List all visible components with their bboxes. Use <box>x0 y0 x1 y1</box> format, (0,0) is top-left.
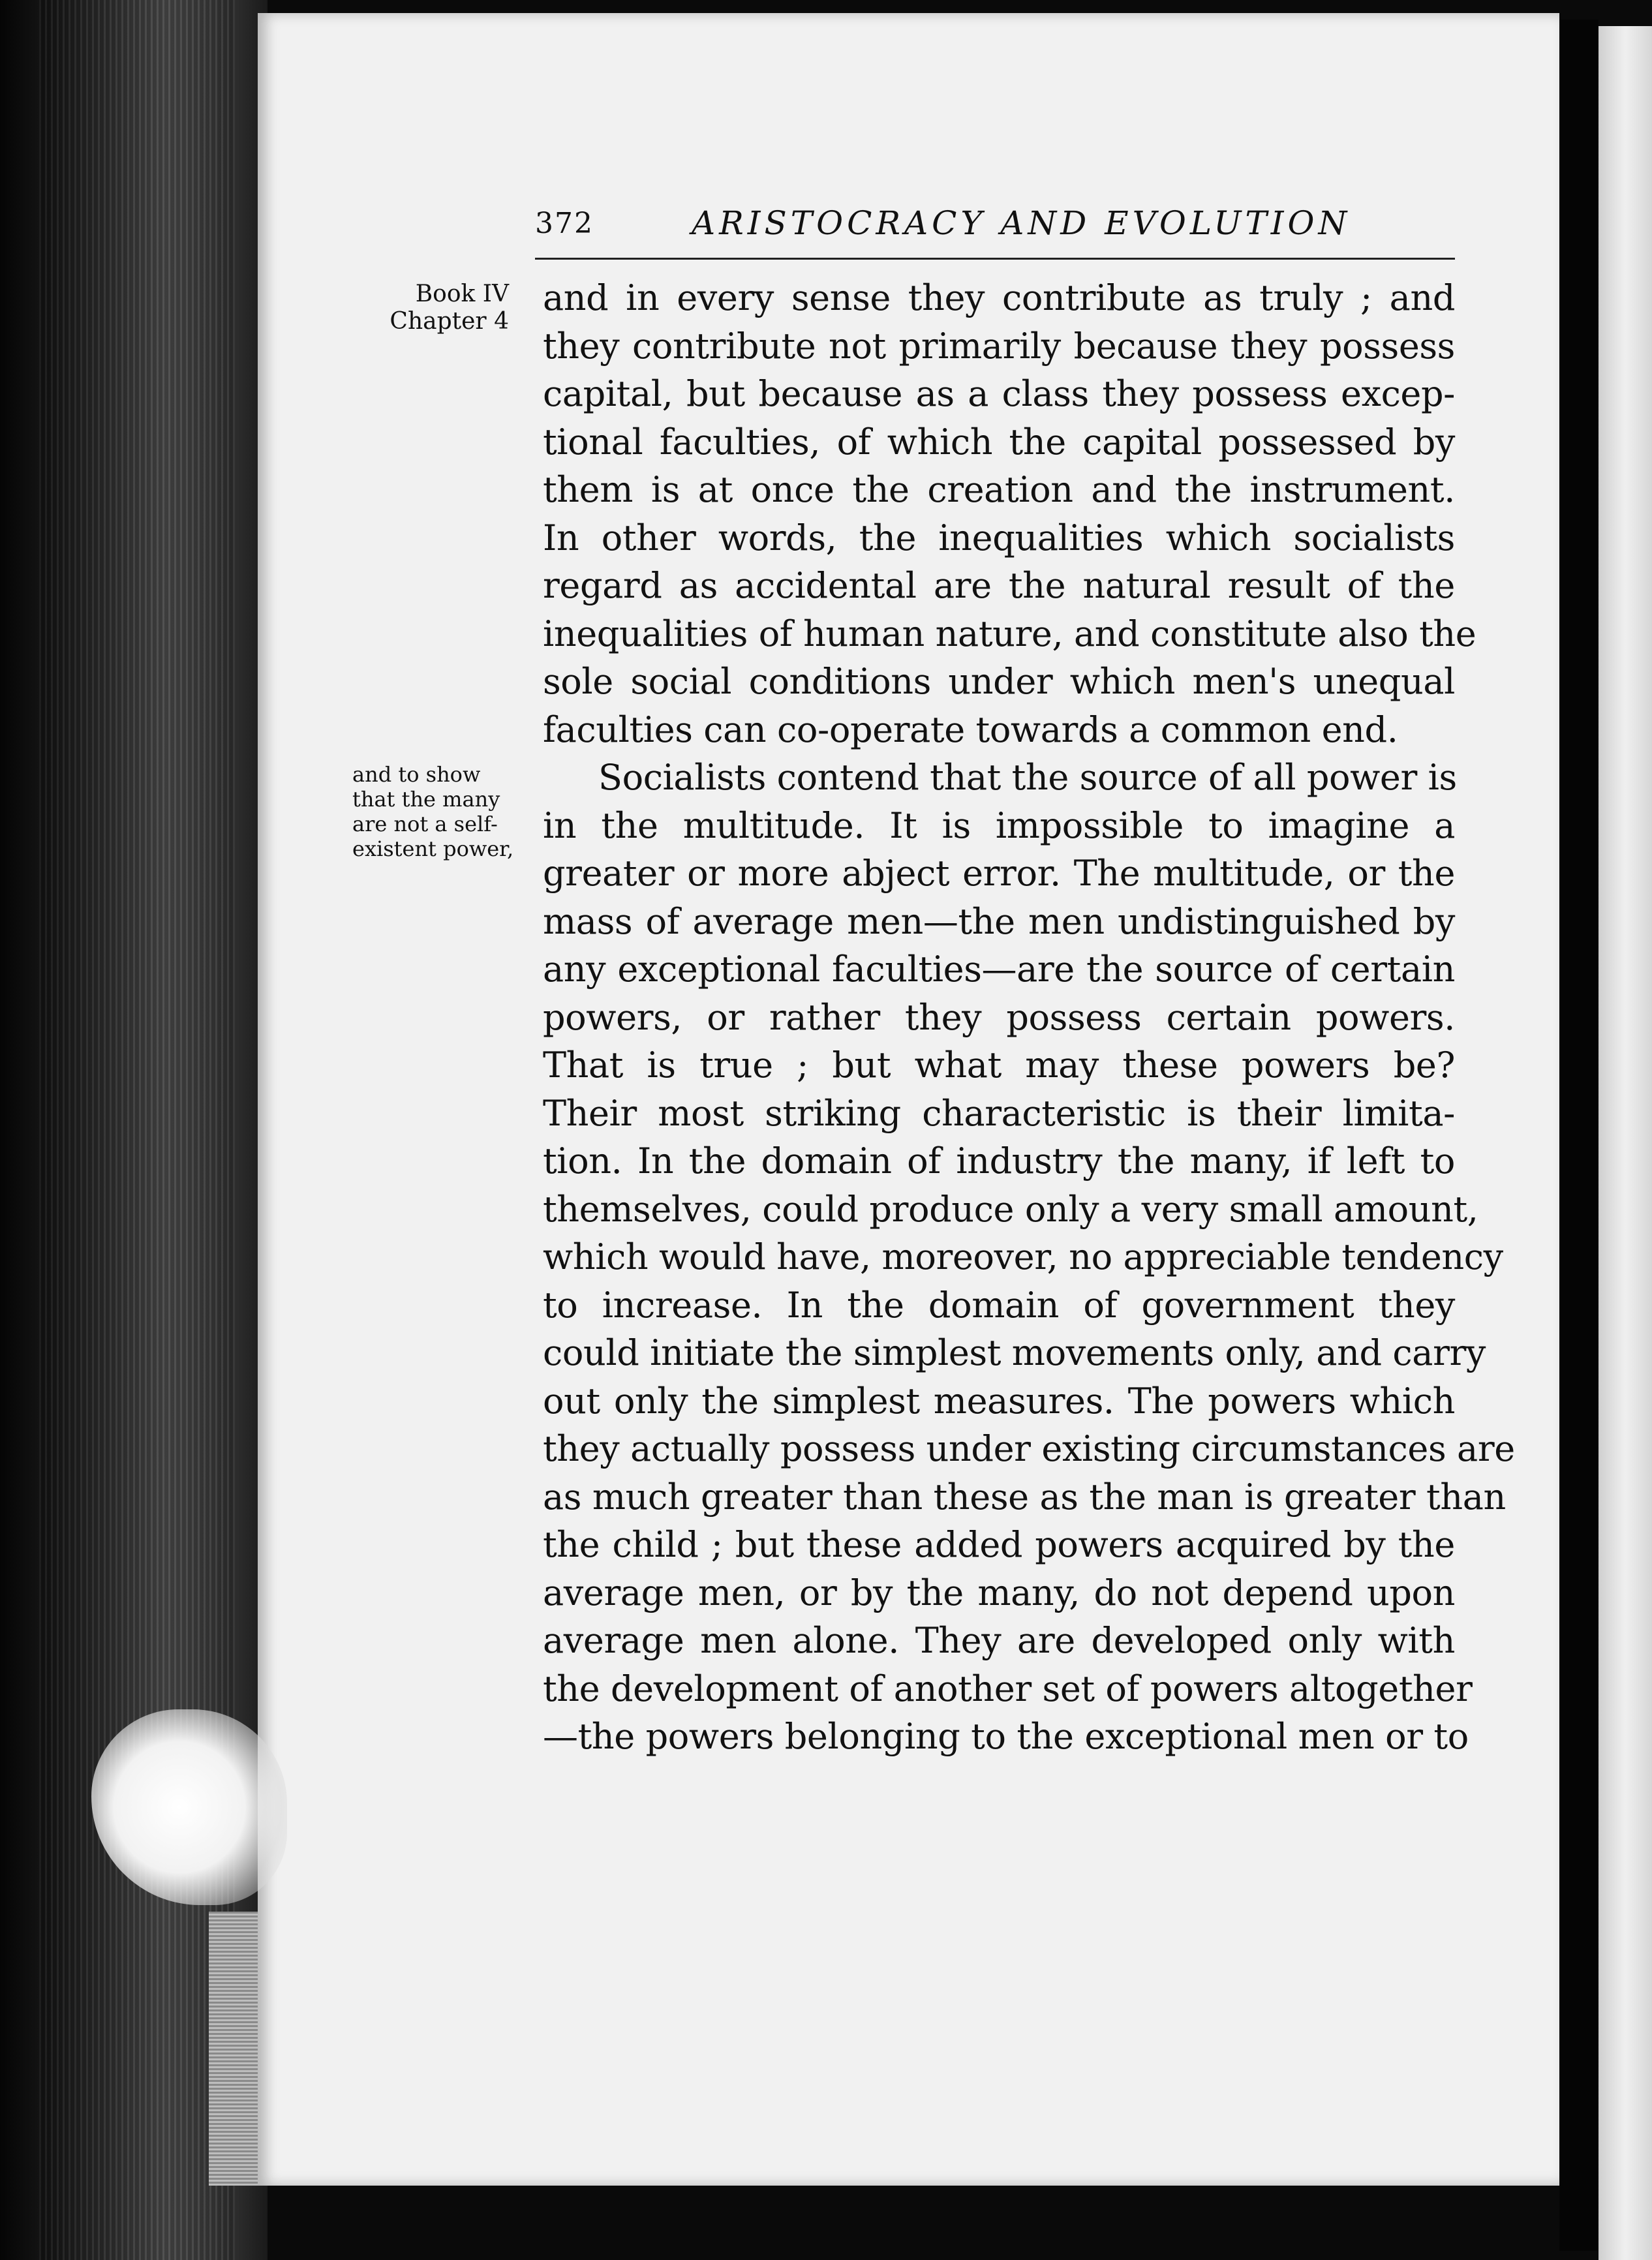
text-line: tional faculties, of which the capital possessed by <box>543 421 1455 463</box>
text-line: the child ; but these added powers acquired by the <box>543 1524 1455 1565</box>
text-line: the development of another set of powers altogether <box>543 1668 1473 1709</box>
margin-gloss <box>352 762 522 861</box>
margin-gloss-line: and to show <box>352 762 481 787</box>
margin-gloss-line: are not a self- <box>352 812 498 836</box>
text-line: tion. In the domain of industry the many, if left to <box>543 1140 1455 1182</box>
header-rule <box>535 258 1455 260</box>
text-line: could initiate the simplest movements only, and carry <box>543 1332 1486 1373</box>
text-line: mass of average men—the men undistinguished by <box>543 900 1455 942</box>
text-line: In other words, the inequalities which socialists <box>543 517 1455 558</box>
page-gutter-shadow <box>1559 20 1598 2251</box>
body-text <box>543 274 1515 1761</box>
next-page-edge <box>1598 26 1652 2260</box>
text-line: regard as accidental are the natural result of the <box>543 565 1455 606</box>
page-number: 372 <box>535 207 594 240</box>
text-line: to increase. In the domain of government they <box>543 1284 1455 1326</box>
text-line: That is true ; but what may these powers be? <box>543 1045 1455 1086</box>
text-line: as much greater than these as the man is greater than <box>543 1476 1506 1518</box>
margin-book: Book IV <box>415 281 509 307</box>
margin-book-chapter <box>352 281 509 335</box>
text-line: Socialists contend that the source of all power is <box>598 757 1457 798</box>
text-line: average men, or by the many, do not depend upon <box>543 1572 1455 1613</box>
text-line: and in every sense they contribute as truly ; and <box>543 277 1455 318</box>
text-line: inequalities of human nature, and constitute also the <box>543 613 1476 654</box>
spine-texture <box>39 0 235 2260</box>
margin-gloss-line: that the many <box>352 787 500 812</box>
text-line: them is at once the creation and the instrument. <box>543 469 1455 510</box>
margin-gloss-line: existent power, <box>352 836 514 861</box>
running-title: ARISTOCRACY AND EVOLUTION <box>692 204 1351 242</box>
text-line: sole social conditions under which men's unequal <box>543 661 1455 702</box>
text-line: any exceptional faculties—are the source of certain <box>543 949 1455 990</box>
text-line: themselves, could produce only a very small amount, <box>543 1188 1478 1230</box>
text-line: out only the simplest measures. The powers which <box>543 1380 1455 1422</box>
text-line: capital, but because as a class they possess excep- <box>543 373 1455 414</box>
text-line: Their most striking characteristic is their limita- <box>543 1092 1455 1134</box>
text-line: average men alone. They are developed only with <box>543 1620 1455 1661</box>
text-line: powers, or rather they possess certain powers. <box>543 996 1455 1038</box>
text-line: they contribute not primarily because they possess <box>543 325 1455 367</box>
margin-chapter: Chapter 4 <box>390 308 509 335</box>
text-line: in the multitude. It is impossible to imagine a <box>543 804 1455 846</box>
text-line: greater or more abject error. The multitude, or the <box>543 853 1455 894</box>
page-header <box>535 199 1448 251</box>
text-line: faculties can co-operate towards a common end. <box>543 709 1398 750</box>
text-line: which would have, moreover, no appreciable tendency <box>543 1236 1503 1277</box>
text-line: —the powers belonging to the exceptional men or to <box>543 1716 1469 1757</box>
text-line: they actually possess under existing circumstances are <box>543 1428 1515 1469</box>
